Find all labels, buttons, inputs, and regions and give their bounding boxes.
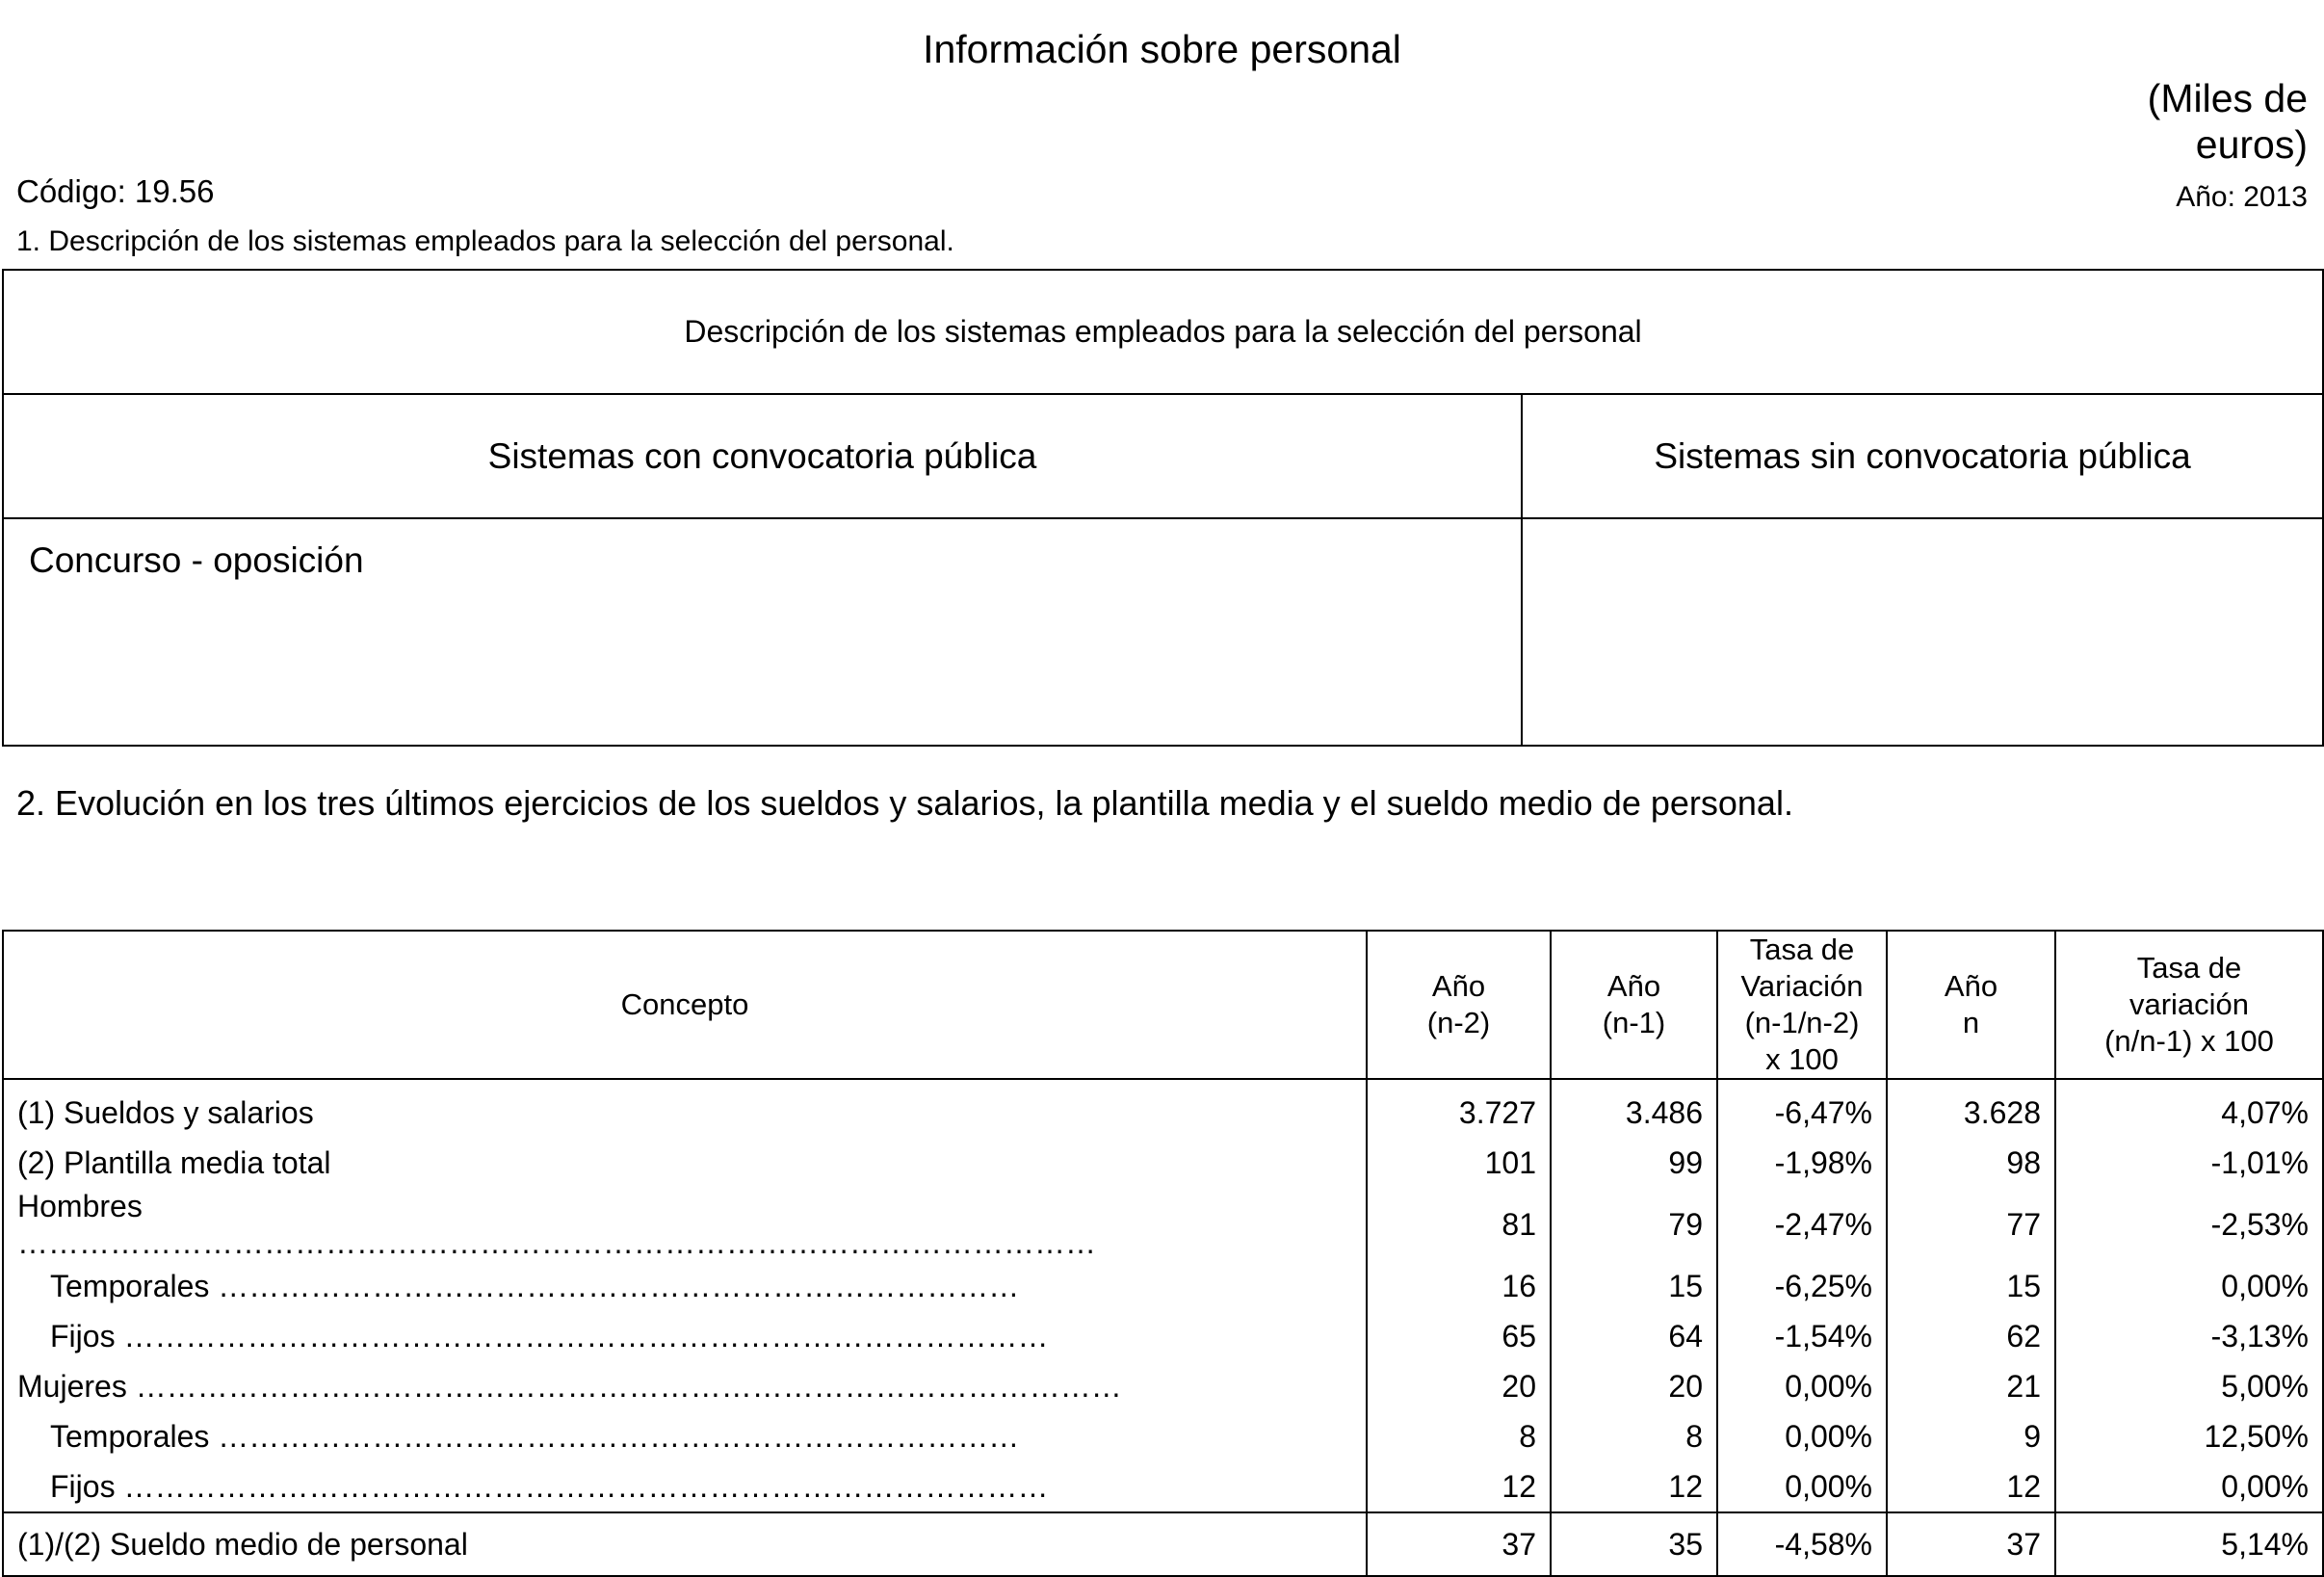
header-year-n2: Año (n-2)	[1367, 931, 1551, 1079]
cell-var2: -2,53%	[2055, 1188, 2323, 1261]
cell-n1: 79	[1551, 1188, 1717, 1261]
table-row	[3, 1188, 2323, 1261]
row-label: Fijos	[50, 1318, 116, 1354]
cell-var2: 4,07%	[2055, 1079, 2323, 1138]
table-row	[3, 1261, 2323, 1311]
cell-n1: 64	[1551, 1311, 1717, 1361]
header-year-n: Año n	[1887, 931, 2055, 1079]
col-public-header: Sistemas con convocatoria pública	[3, 394, 1522, 518]
code-label: Código: 19.56	[16, 173, 215, 209]
cell-n2: 20	[1367, 1361, 1551, 1411]
cell-var1: -1,54%	[1717, 1311, 1887, 1361]
row-label: (1)/(2) Sueldo medio de personal	[3, 1512, 1367, 1576]
row-label: Hombres	[17, 1189, 143, 1223]
cell-var2: 12,50%	[2055, 1411, 2323, 1461]
cell-var1: -6,25%	[1717, 1261, 1887, 1311]
row-label: (2) Plantilla media total	[3, 1138, 1367, 1188]
cell-var2: 5,00%	[2055, 1361, 2323, 1411]
row-label: Fijos	[50, 1468, 116, 1504]
leader-dots: ……………………………………………………………………………………	[135, 1368, 1122, 1404]
header-concepto: Concepto	[3, 931, 1367, 1079]
cell-n: 15	[1887, 1261, 2055, 1311]
leader-dots: ……………………………………………………………………	[218, 1268, 1020, 1303]
cell-n: 3.628	[1887, 1079, 2055, 1138]
cell-var1: -2,47%	[1717, 1188, 1887, 1261]
cell-n2: 12	[1367, 1461, 1551, 1512]
section-2-heading: 2. Evolución en los tres últimos ejercicios de los sueldos y salarios, la plantilla media y el sueldo medio de personal.	[16, 783, 1793, 823]
row-label: (1) Sueldos y salarios	[3, 1079, 1367, 1138]
cell-var1: 0,00%	[1717, 1411, 1887, 1461]
table-row	[3, 1311, 2323, 1361]
selection-systems-table	[2, 269, 2324, 747]
cell-n2: 101	[1367, 1138, 1551, 1188]
public-systems-value: Concurso - oposición	[3, 518, 1522, 746]
cell-var1: -1,98%	[1717, 1138, 1887, 1188]
table-row	[3, 1138, 2323, 1188]
table-row-total	[3, 1512, 2323, 1576]
table-row	[3, 1361, 2323, 1411]
header-year-n1: Año (n-1)	[1551, 931, 1717, 1079]
row-label: Temporales	[50, 1268, 210, 1303]
cell-n1: 8	[1551, 1411, 1717, 1461]
cell-var2: 5,14%	[2055, 1512, 2323, 1576]
table-row	[3, 1079, 2323, 1138]
cell-var1: -4,58%	[1717, 1512, 1887, 1576]
personnel-evolution-table	[2, 930, 2324, 1577]
private-systems-value	[1522, 518, 2323, 746]
page-title: Información sobre personal	[923, 27, 1401, 71]
cell-n: 77	[1887, 1188, 2055, 1261]
leader-dots: ……………………………………………………………………………………………	[17, 1225, 1096, 1260]
leader-dots: ………………………………………………………………………………	[123, 1468, 1049, 1504]
units-label: (Miles de euros)	[2147, 76, 2308, 167]
cell-n2: 37	[1367, 1512, 1551, 1576]
cell-var1: 0,00%	[1717, 1361, 1887, 1411]
cell-var2: 0,00%	[2055, 1261, 2323, 1311]
cell-n1: 99	[1551, 1138, 1717, 1188]
cell-var1: -6,47%	[1717, 1079, 1887, 1138]
header-variation-2: Tasa de variación (n/n-1) x 100	[2055, 931, 2323, 1079]
cell-var1: 0,00%	[1717, 1461, 1887, 1512]
leader-dots: ………………………………………………………………………………	[123, 1318, 1049, 1354]
row-label: Temporales	[50, 1418, 210, 1454]
cell-n2: 16	[1367, 1261, 1551, 1311]
section-1-heading: 1. Descripción de los sistemas empleados para la selección del personal.	[16, 225, 954, 257]
cell-n: 12	[1887, 1461, 2055, 1512]
cell-n: 9	[1887, 1411, 2055, 1461]
cell-n1: 12	[1551, 1461, 1717, 1512]
row-label-cell	[3, 1361, 1367, 1411]
cell-n: 37	[1887, 1512, 2055, 1576]
cell-n2: 81	[1367, 1188, 1551, 1261]
table-row	[3, 1461, 2323, 1512]
cell-n2: 65	[1367, 1311, 1551, 1361]
row-label-cell	[3, 1311, 1367, 1361]
cell-n1: 35	[1551, 1512, 1717, 1576]
col-private-header: Sistemas sin convocatoria pública	[1522, 394, 2323, 518]
row-label-cell	[3, 1261, 1367, 1311]
cell-n: 62	[1887, 1311, 2055, 1361]
year-label: Año: 2013	[2176, 181, 2308, 213]
row-label-hombres	[3, 1188, 1367, 1261]
cell-n: 98	[1887, 1138, 2055, 1188]
cell-var2: -3,13%	[2055, 1311, 2323, 1361]
cell-var2: 0,00%	[2055, 1461, 2323, 1512]
header-variation-1: Tasa de Variación (n-1/n-2) x 100	[1717, 931, 1887, 1079]
cell-n1: 15	[1551, 1261, 1717, 1311]
cell-n2: 8	[1367, 1411, 1551, 1461]
leader-dots: ……………………………………………………………………	[218, 1418, 1020, 1454]
selection-table-title: Descripción de los sistemas empleados para la selección del personal	[3, 270, 2323, 394]
row-label-cell	[3, 1461, 1367, 1512]
table-row	[3, 1411, 2323, 1461]
cell-n2: 3.727	[1367, 1079, 1551, 1138]
cell-n: 21	[1887, 1361, 2055, 1411]
row-label-cell	[3, 1411, 1367, 1461]
cell-var2: -1,01%	[2055, 1138, 2323, 1188]
row-label: Mujeres	[17, 1368, 127, 1404]
cell-n1: 20	[1551, 1361, 1717, 1411]
cell-n1: 3.486	[1551, 1079, 1717, 1138]
